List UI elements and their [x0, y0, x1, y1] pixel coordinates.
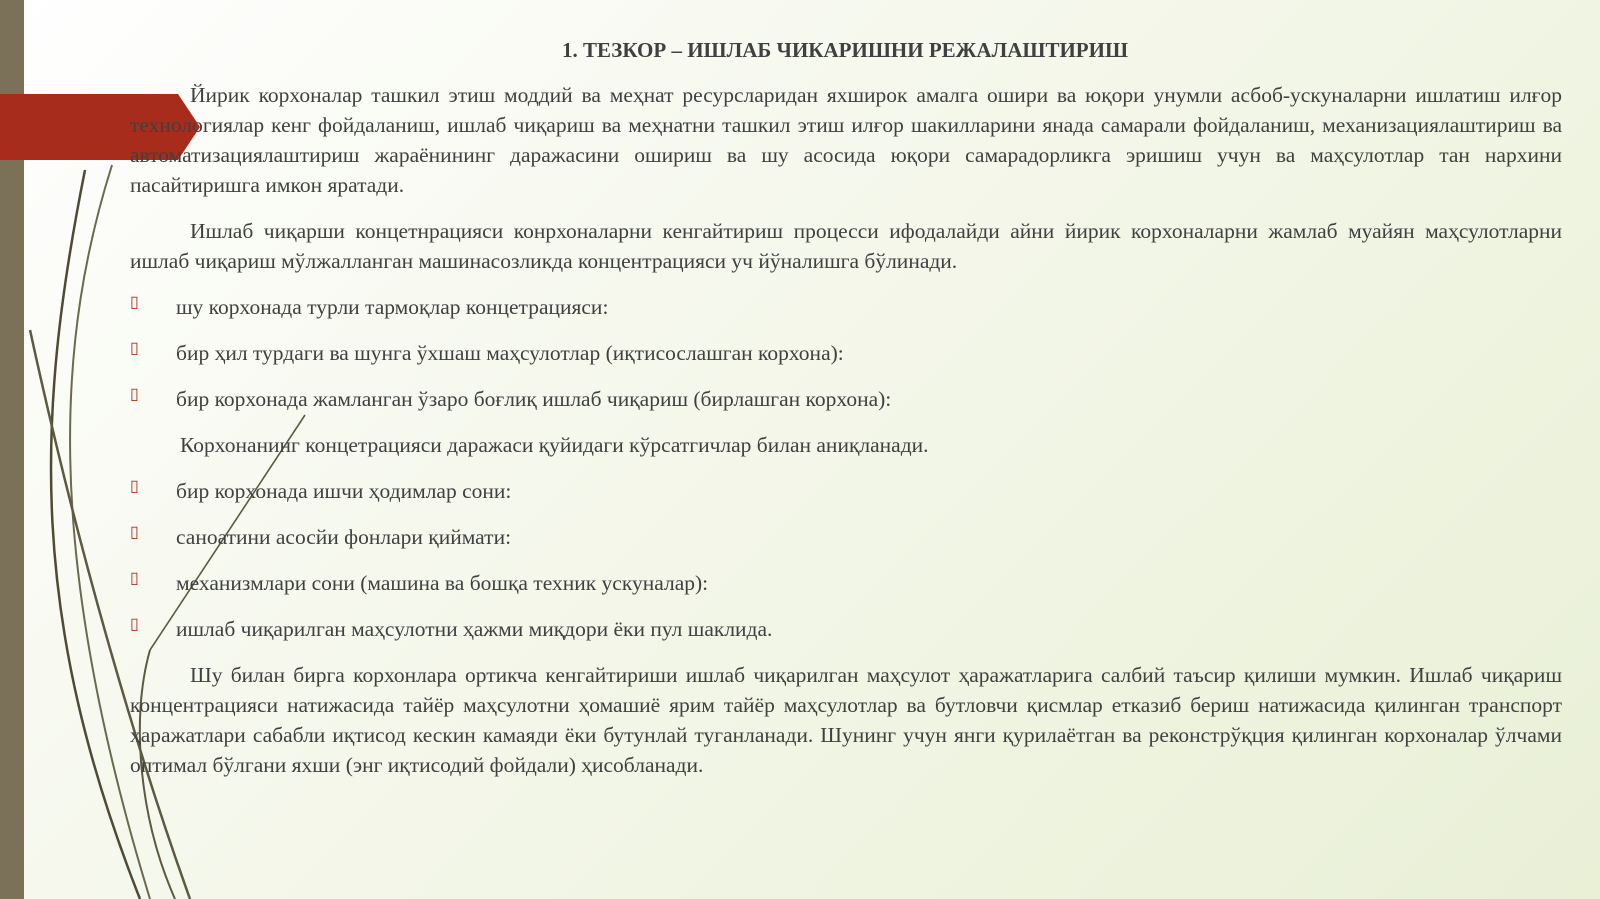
square-bullet-icon: ▯	[130, 340, 139, 357]
paragraph-1: Йирик корхоналар ташкил этиш моддий ва меҳнат ресурсларидан яхширок амалга ошири ва юқори унумли асбоб-ускуналарни ишлатиш илғор технологиялар кенг фойдаланиш, ишлаб чиқариш ва меҳнатни ташкил этиш илғор шакилларини янада самарали фойдаланиш, механизациялаштириш ва автоматизациялаштириш жараёнининг даражасини ошириш ва шу асосида юқори самарадорликга эришиш учун ва маҳсулотлар тан нархини пасайтиришга имкон яратади.	[130, 83, 1562, 197]
list-item-text: ишлаб чиқарилган маҳсулотни ҳажми миқдори ёки пул шаклида.	[176, 617, 773, 641]
list-item	[130, 384, 1562, 414]
list-item-text: саноатини асосйи фонлари қиймати:	[176, 525, 512, 549]
list-item	[130, 292, 1562, 322]
paragraph-3: Корхонанинг концетрацияси даражаси қуйидаги кўрсатгичлар билан аниқланади.	[180, 433, 929, 457]
content-area	[130, 80, 1562, 796]
square-bullet-icon: ▯	[130, 294, 139, 311]
list-item-text: механизмлари сони (машина ва бошқа техник ускуналар):	[176, 571, 709, 595]
list-item-text: бир корхонада ишчи ҳодимлар сони:	[176, 479, 512, 503]
list-item	[130, 338, 1562, 368]
list-item-text: бир ҳил турдаги ва шунга ўхшаш маҳсулотлар (иқтисослашган корхона):	[176, 341, 844, 365]
list-item	[130, 476, 1562, 506]
page-title: 1. ТЕЗКОР – ИШЛАБ ЧИКАРИШНИ РЕЖАЛАШТИРИШ	[561, 38, 1129, 62]
paragraph-4: Шу билан бирга корхонлара ортикча кенгайтириши ишлаб чиқарилган маҳсулот ҳаражатларига салбий таъсир қилиши мумкин. Ишлаб чиқариш концентрацияси натижасида тайёр маҳсулотни ҳомашиё ярим тайёр маҳсулотлар ва бутловчи қисмлар етказиб бериш натижасида қилинган транспорт ҳаражатлари сабабли иқтисод кескин камаяди ёки бутунлай туганланади. Шунинг учун янги қурилаётган ва реконстрўқция қилинган корхоналар ўлчами оптимал бўлгани яхши (энг иқтисодий фойдали) ҳисобланади.	[130, 663, 1562, 777]
list-item	[130, 522, 1562, 552]
square-bullet-icon: ▯	[130, 524, 139, 541]
square-bullet-icon: ▯	[130, 386, 139, 403]
list-item	[130, 568, 1562, 598]
list-item	[130, 614, 1562, 644]
list-item-text: шу корхонада турли тармоқлар концетрацияси:	[176, 295, 609, 319]
square-bullet-icon: ▯	[130, 478, 139, 495]
paragraph-2: Ишлаб чиқарши концетнрацияси конрхоналарни кенгайтириш процесси ифодалайди айни йирик корхоналарни жамлаб муайян маҳсулотларни ишлаб чиқариш мўлжалланган машинасозликда концентрацияси уч йўналишга бўлинади.	[130, 219, 1562, 273]
square-bullet-icon: ▯	[130, 570, 139, 587]
square-bullet-icon: ▯	[130, 616, 139, 633]
list-item-text: бир корхонада жамланган ўзаро боғлиқ ишлаб чиқариш (бирлашган корхона):	[176, 387, 892, 411]
